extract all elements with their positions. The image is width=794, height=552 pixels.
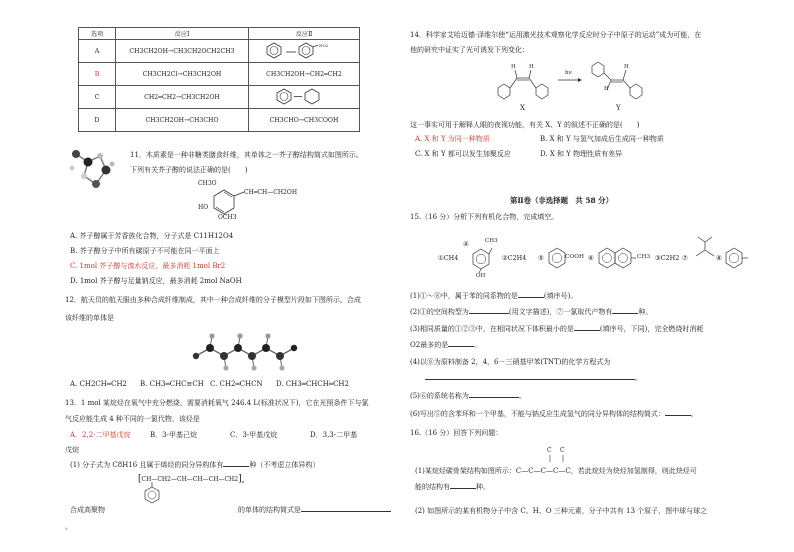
- x-h-left: H: [511, 64, 516, 70]
- q11-option-c-text: C. 1mol 芥子醇与溴水反应，最多消耗 1mol Br2: [70, 262, 226, 270]
- q15-part5-text: (5)⑥的系统名称为: [410, 392, 469, 400]
- q14-option-b[interactable]: B. X 和 Y 与氢气加成后生成同一种物质: [540, 135, 664, 143]
- polymer-benzene-ring: [142, 482, 162, 506]
- q15-part6-text: (6)写出⑤的含苯环和一个甲基，不能与钠反应生成氢气的同分异构体的结构简式：: [410, 410, 665, 418]
- structure-och3-bottom: OCH3: [218, 214, 237, 221]
- q15-part4-end: 。: [635, 374, 642, 382]
- q14-stem-line3: 这一事实可用于解释人眼的夜视功能，有关 X、Y 的叙述不正确的是( ): [410, 121, 640, 129]
- no2-label: NO2: [319, 43, 329, 48]
- reaction-1-cell: CH3CH2OH→CH3CHO: [116, 109, 249, 132]
- q14-option-d[interactable]: D. X 和 Y 物理性质有差异: [540, 150, 623, 158]
- answer-blank[interactable]: [665, 409, 691, 416]
- y-h-bottom: H: [604, 86, 609, 92]
- extra-q2: [238, 505, 391, 515]
- table-header-row: [79, 28, 360, 40]
- structure-side-chain: CH═CH—CH2OH: [244, 189, 298, 196]
- left-column: [60, 0, 369, 552]
- q11-option-a[interactable]: A. 芥子醇属于芳香族化合物，分子式是 C11H12O4: [70, 232, 234, 240]
- q12-option-c[interactable]: C. CH2═CHCN: [210, 380, 263, 388]
- skeleton-branch-bonds: [549, 455, 569, 463]
- answer-blank[interactable]: [450, 482, 476, 489]
- polymer-chain: CH—CH2—CH—CH—CH—CH2: [141, 476, 239, 483]
- answer-blank[interactable]: [301, 505, 391, 512]
- cresol-structure: [468, 245, 494, 275]
- compound-2: ②C2H4: [502, 254, 527, 262]
- table-row: [79, 86, 360, 109]
- q15-part3b: [410, 340, 481, 350]
- fiber-molecule-model-image: [190, 330, 310, 378]
- q16-title: 16.（16 分）回答下列问题：: [410, 429, 503, 437]
- table-row: [79, 63, 360, 86]
- benzene-to-cyclohexane-structure: [274, 86, 334, 106]
- answer-blank[interactable]: [223, 460, 249, 467]
- q13-stem-line2: 气反应能生成 4 种不同的一氯代物，该烃是: [65, 415, 200, 423]
- reaction-2-cell: [249, 86, 360, 109]
- option-cell: D: [79, 109, 116, 132]
- q12-stem-line2: 该纤维的单体是: [65, 314, 114, 322]
- skeleton-branch-c1: C: [547, 447, 552, 454]
- section-2-title: 第Ⅱ卷（非选择题 共 58 分）: [510, 196, 613, 205]
- bracket-open-icon: [: [138, 474, 142, 484]
- q15-part2: [410, 307, 652, 317]
- molecule-ball-model-image: [66, 142, 118, 192]
- extra-q1-text: (1) 分子式为 C8H16 且属于烯烃的同分异构体有: [70, 461, 224, 469]
- reaction-2-cell: [249, 40, 360, 63]
- q14-option-a-text: A. X 和 Y 为同一种物质: [415, 135, 490, 143]
- q12-stem-line1: 12．航天员的航天服由多种合成纤维制成，其中一种合成纤维的分子模型片段如下图所示，合成: [65, 296, 361, 304]
- answer-blank[interactable]: [469, 391, 519, 398]
- compound-6-label: ⑥: [588, 254, 594, 262]
- extra-q1: [70, 460, 319, 470]
- answer-blank[interactable]: [612, 307, 638, 314]
- q15-part2-mid: (用文字描述)，⑦一氯取代产物有: [508, 308, 613, 316]
- compound-4-ch3: CH3: [485, 238, 498, 244]
- q11-stem-line2: 下列有关芥子醇的说法正确的是( ): [130, 166, 248, 174]
- q13-option-c[interactable]: C．3-甲基戊烷: [230, 431, 278, 439]
- q14-option-c[interactable]: C. X 和 Y 都可以发生加聚反应: [415, 150, 511, 158]
- q14-option-a[interactable]: [415, 134, 490, 144]
- q11-option-d[interactable]: D. 1mol 芥子醇与足量钠反应，最多消耗 2mol NaOH: [70, 277, 242, 285]
- q15-part1: [410, 291, 577, 301]
- table-row: [79, 109, 360, 132]
- q15-part3-end: (填序号，下同)，完全燃烧时消耗: [599, 325, 704, 333]
- q15-part4-answer: [425, 373, 642, 383]
- q16-part1: (1)某烷烃碳骨架结构如图所示：C—C—C—C—C，若此烷烃为炔烃加氢制得，则此炔烃可: [415, 467, 697, 475]
- reaction-2-cell: CH3CHO→CH3COOH: [249, 109, 360, 132]
- q15-part5: [410, 391, 526, 401]
- q13-option-d-cont: 戊烷: [65, 446, 79, 454]
- x-h-right: H: [529, 64, 534, 70]
- answer-blank[interactable]: [425, 373, 635, 380]
- compound-4-oh: OH: [476, 273, 486, 279]
- q15-part4: (4)以⑧为原料制备 2，4，6－三硝基甲苯(TNT)的化学方程式为: [410, 358, 611, 366]
- extra-q2-label: 合成高聚物: [70, 506, 105, 514]
- q12-option-b[interactable]: B. CH3═CHC≡CH: [140, 380, 204, 388]
- q16-part1b-text: 能的结构有: [415, 483, 450, 491]
- q15-part1-end: (填序号)。: [543, 292, 578, 300]
- q14-stem-line1: 14．科学家艾哈迈德·泽维尔使“运用激光技术观察化学反应时分子中原子的运动”成为可能，在: [410, 31, 702, 39]
- q13-option-a-text: A．2,2-二甲基戊烷: [70, 431, 131, 439]
- structure-och3-top: CH3O: [198, 180, 217, 187]
- q13-option-a[interactable]: [70, 430, 131, 440]
- reaction-2-cell: CH3CH2OH→CH2═CH2: [249, 63, 360, 86]
- q15-part2-end: 种。: [638, 308, 653, 316]
- q16-part1b-end: 种。: [476, 483, 490, 491]
- nitrobenzene-structure: [264, 40, 344, 60]
- hv-label: hν: [565, 70, 572, 76]
- q16-part1b: [415, 482, 490, 492]
- answer-blank[interactable]: [518, 291, 544, 298]
- structure-ho: HO: [198, 204, 209, 211]
- q15-part2-text: (2)①的空间构型为: [410, 308, 469, 316]
- table-row: [79, 40, 360, 63]
- compound-7-label: ⑦: [682, 254, 688, 262]
- q14-stem-line2: 他的研究中证实了光可诱发下列变化：: [410, 46, 529, 54]
- extra-q1-end: 种（不考虑立体异构）: [249, 461, 320, 469]
- compound-4-label: ④: [463, 240, 469, 248]
- reaction-1-cell: CH3CH2OH→CH3CH2OCH2CH3: [116, 40, 249, 63]
- compound-6-ch3: CH3: [637, 254, 651, 260]
- q15-part6: [410, 409, 698, 419]
- q15-part1-text: (1)①～⑧中，属于苯的同系物的是: [410, 292, 518, 300]
- label-x: X: [520, 104, 525, 112]
- q12-option-d[interactable]: D. CH3═CHCH═CH2: [276, 380, 349, 388]
- option-cell: A: [79, 40, 116, 63]
- right-column: [410, 0, 740, 552]
- compound-8-label: ⑧: [716, 254, 722, 262]
- q15-title: 15.（16 分）分析下列有机化合物，完成填空。: [410, 213, 559, 221]
- q15-part3-text: (3)相同质量的①②③中，在相同状况下体积最小的是: [410, 325, 574, 333]
- answer-blank[interactable]: [448, 340, 474, 347]
- extra-q2-text: 的单体的结构简式是: [238, 506, 301, 514]
- option-cell: B: [79, 63, 116, 86]
- table-header: 选项: [79, 28, 116, 40]
- q15-part5-end: 。: [518, 392, 526, 400]
- y-h-top: H: [624, 64, 629, 70]
- reaction-1-cell: CH3CH2Cl→CH3CH2OH: [116, 63, 249, 86]
- toluene-structure: [723, 245, 749, 271]
- answer-blank[interactable]: [469, 307, 509, 314]
- q13-option-d[interactable]: D．3,3-二甲基: [310, 431, 358, 439]
- compound-1: ①CH4: [438, 254, 459, 262]
- q11-option-c[interactable]: [70, 261, 225, 271]
- polymer-structure: $[CH—CH2—CH—CH—CH—CH2]_n$: [138, 474, 245, 485]
- option-cell: C: [79, 86, 116, 109]
- table-header: 反应Ⅰ: [116, 28, 249, 40]
- q15-part3b-end: 。: [474, 341, 482, 349]
- answer-blank[interactable]: [574, 324, 600, 331]
- methylnaphthalene-structure: [598, 245, 638, 271]
- reaction-1-cell: CH2═CH2→CH3CH2OH: [116, 86, 249, 109]
- skeleton-branch-c2: C: [560, 447, 565, 454]
- q11-stem-line1: 11．木质素是一种非糖类膳食纤维，其单体之一芥子醇结构简式如图所示。: [130, 151, 363, 159]
- q13-option-b[interactable]: B．3-甲基己烷: [150, 431, 197, 439]
- q15-part6-end: 。: [690, 410, 698, 418]
- compound-7: ③C2H2: [655, 254, 680, 262]
- q13-stem-line1: 13．1 mol 某烷烃在氧气中充分燃烧，需要消耗氧气 246.4 L(标准状况下)，它在光照条件下与氯: [65, 399, 369, 407]
- compound-5-cooh: COOH: [565, 254, 584, 260]
- table-header: 反应Ⅱ: [249, 28, 360, 40]
- q12-option-a[interactable]: A. CH2CH═CH2: [70, 380, 128, 388]
- compound-5-label: ⑤: [538, 254, 544, 262]
- q11-option-b[interactable]: B. 芥子醇分子中所有碳原子不可能在同一平面上: [70, 247, 220, 255]
- bracket-close-icon: ]: [238, 474, 242, 484]
- extra-q2-end: 。: [65, 523, 72, 531]
- q15-part3b-text: O2最多的是: [410, 341, 449, 349]
- q16-part2: (2) 如图所示的某有机物分子中含 C、H、O 三种元素，分子中共有 13 个原子，图中球与球之: [415, 507, 708, 515]
- options-table: [78, 27, 360, 132]
- label-y: Y: [616, 104, 621, 112]
- q15-part3: [410, 324, 703, 334]
